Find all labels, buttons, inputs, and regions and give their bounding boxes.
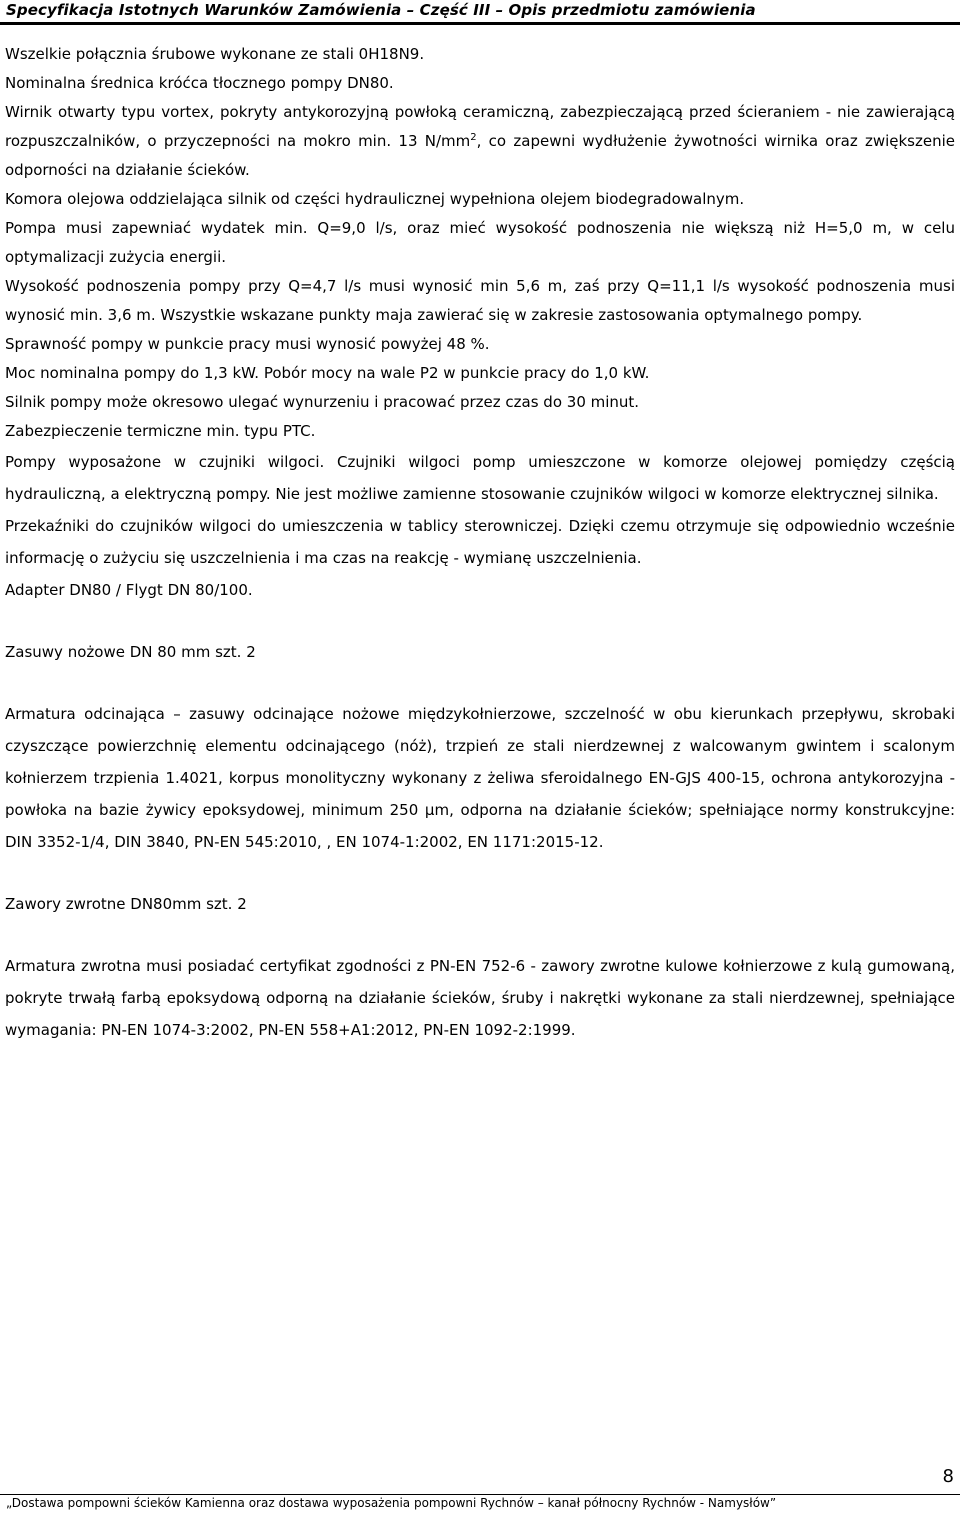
spacer	[5, 668, 955, 698]
paragraph	[5, 98, 955, 185]
paragraph: Pompa musi zapewniać wydatek min. Q=9,0 l/s, oraz mieć wysokość podnoszenia nie większą niż H=5,0 m, w celu optymalizacji zużycia energii.	[5, 219, 955, 266]
footer-rule	[0, 1494, 960, 1495]
page-header	[0, 0, 960, 26]
document-body	[5, 40, 955, 1046]
section-heading: Zasuwy nożowe DN 80 mm szt. 2	[5, 643, 256, 661]
paragraph: Komora olejowa oddzielająca silnik od części hydraulicznej wypełniona olejem biodegradowalnym.	[5, 190, 745, 208]
superscript: 2	[470, 132, 477, 143]
text-run: , co zapewni wydłużenie żywotności wirnika oraz zwiększenie odporności na działanie ścieków.	[5, 132, 956, 179]
spacer	[5, 858, 955, 888]
paragraph: Wysokość podnoszenia pompy przy Q=4,7 l/s musi wynosić min 5,6 m, zaś przy Q=11,1 l/s wysokość podnoszenia musi wynosić min. 3,6 m. Wszystkie wskazane punkty maja zawierać się w zakresie zastosowania optymalnego pompy.	[5, 277, 955, 324]
paragraph: Nominalna średnica króćca tłocznego pompy DN80.	[5, 74, 394, 92]
paragraph: Wszelkie połącznia śrubowe wykonane ze stali 0H18N9.	[5, 45, 425, 63]
paragraph: Zabezpieczenie termiczne min. typu PTC.	[5, 422, 316, 440]
paragraph: Adapter DN80 / Flygt DN 80/100.	[5, 581, 253, 599]
footer-text: „Dostawa pompowni ścieków Kamienna oraz dostawa wyposażenia pompowni Rychnów – kanał północny Rychnów - Namysłów”	[6, 1496, 777, 1510]
text-run: Wirnik otwarty typu vortex, pokryty antykorozyjną powłoką ceramiczną, zabezpieczającą przed ścieraniem - nie zawierającą rozpuszczalników, o przyczepności na mokro min. 13 N/mm	[5, 103, 955, 150]
spacer	[5, 606, 955, 636]
section-heading: Zawory zwrotne DN80mm szt. 2	[5, 895, 247, 913]
spacer	[5, 920, 955, 950]
paragraph: Silnik pompy może okresowo ulegać wynurzeniu i pracować przez czas do 30 minut.	[5, 393, 640, 411]
paragraph: Przekaźniki do czujników wilgoci do umieszczenia w tablicy sterowniczej. Dzięki czemu otrzymuje się odpowiednio wcześnie informację o zużyciu się uszczelnienia i ma czas na reakcję - wymianę uszczelnienia.	[5, 517, 955, 567]
paragraph: Sprawność pompy w punkcie pracy musi wynosić powyżej 48 %.	[5, 335, 490, 353]
paragraph: Moc nominalna pompy do 1,3 kW. Pobór mocy na wale P2 w punkcie pracy do 1,0 kW.	[5, 364, 650, 382]
header-rule	[0, 22, 960, 25]
page-number: 8	[942, 1466, 954, 1487]
header-title: Specyfikacja Istotnych Warunków Zamówienia – Część III – Opis przedmiotu zamówienia	[6, 1, 756, 19]
paragraph: Armatura zwrotna musi posiadać certyfikat zgodności z PN-EN 752-6 - zawory zwrotne kulowe kołnierzowe z kulą gumowaną, pokryte trwałą farbą epoksydową odporną na działanie ścieków, śruby i nakrętki wykonane za stali nierdzewnej, spełniające wymagania: PN-EN 1074-3:2002, PN-EN 558+A1:2012, PN-EN 1092-2:1999.	[5, 957, 955, 1039]
paragraph: Armatura odcinająca – zasuwy odcinające nożowe międzykołnierzowe, szczelność w obu kierunkach przepływu, skrobaki czyszczące powierzchnię elementu odcinającego (nóż), trzpień ze stali nierdzewnej z walcowanym gwintem i scalonym kołnierzem trzpienia 1.4021, korpus monolityczny wykonany z żeliwa sferoidalnego EN-GJS 400-15, ochrona antykorozyjna - powłoka na bazie żywicy epoksydowej, minimum 250 µm, odporna na działanie ścieków; spełniające normy konstrukcyjne: DIN 3352-1/4, DIN 3840, PN-EN 545:2010, , EN 1074-1:2002, EN 1171:2015-12.	[5, 705, 955, 851]
paragraph: Pompy wyposażone w czujniki wilgoci. Czujniki wilgoci pomp umieszczone w komorze olejowej pomiędzy częścią hydrauliczną, a elektryczną pompy. Nie jest możliwe zamienne stosowanie czujników wilgoci w komorze elektrycznej silnika.	[5, 453, 955, 503]
